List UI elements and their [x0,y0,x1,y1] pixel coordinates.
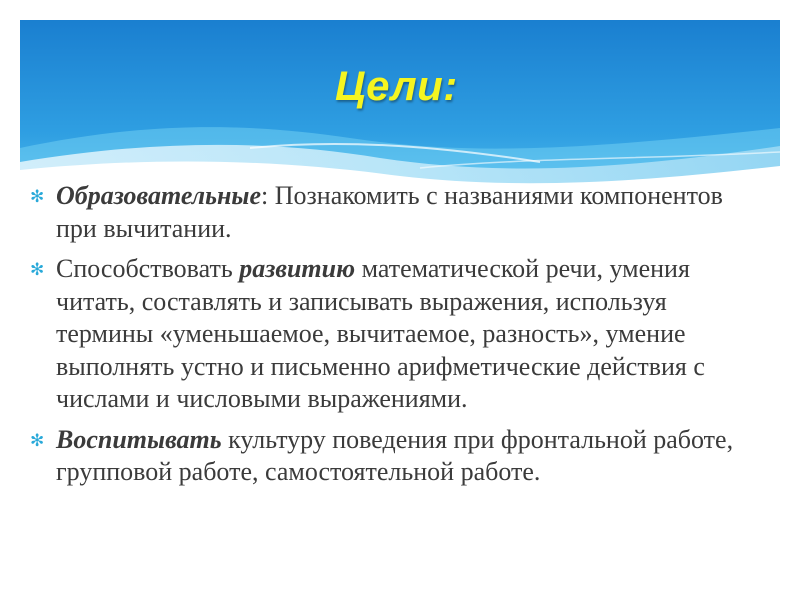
star-bullet-icon: ✻ [30,430,45,451]
developmental-pre: Способствовать [56,254,240,283]
developmental-text: математической речи, умения читать, составлять и записывать выражения, используя термины «уменьшаемое, вычитаемое, разность», умение выполнять устно и письменно арифметические действия с числами и числовыми выражениями. [56,254,705,413]
educational-text: : Познакомить с названиями компонентов при вычитании. [56,181,723,243]
upbringing-text: культуру поведения при фронтальной работе, групповой работе, самостоятельной работе. [56,424,734,486]
list-item-educational [30,180,765,245]
list-item-upbringing [30,424,765,489]
star-bullet-icon: ✻ [30,187,45,207]
goals-list [30,180,765,497]
educational-label: Образовательные [56,181,262,210]
star-bullet-icon: ✻ [30,260,45,280]
list-item-developmental [30,253,765,416]
upbringing-label: Воспитывать [56,424,222,454]
slide-title: Цели: [335,62,458,109]
developmental-emphasis: развитию [239,254,356,283]
